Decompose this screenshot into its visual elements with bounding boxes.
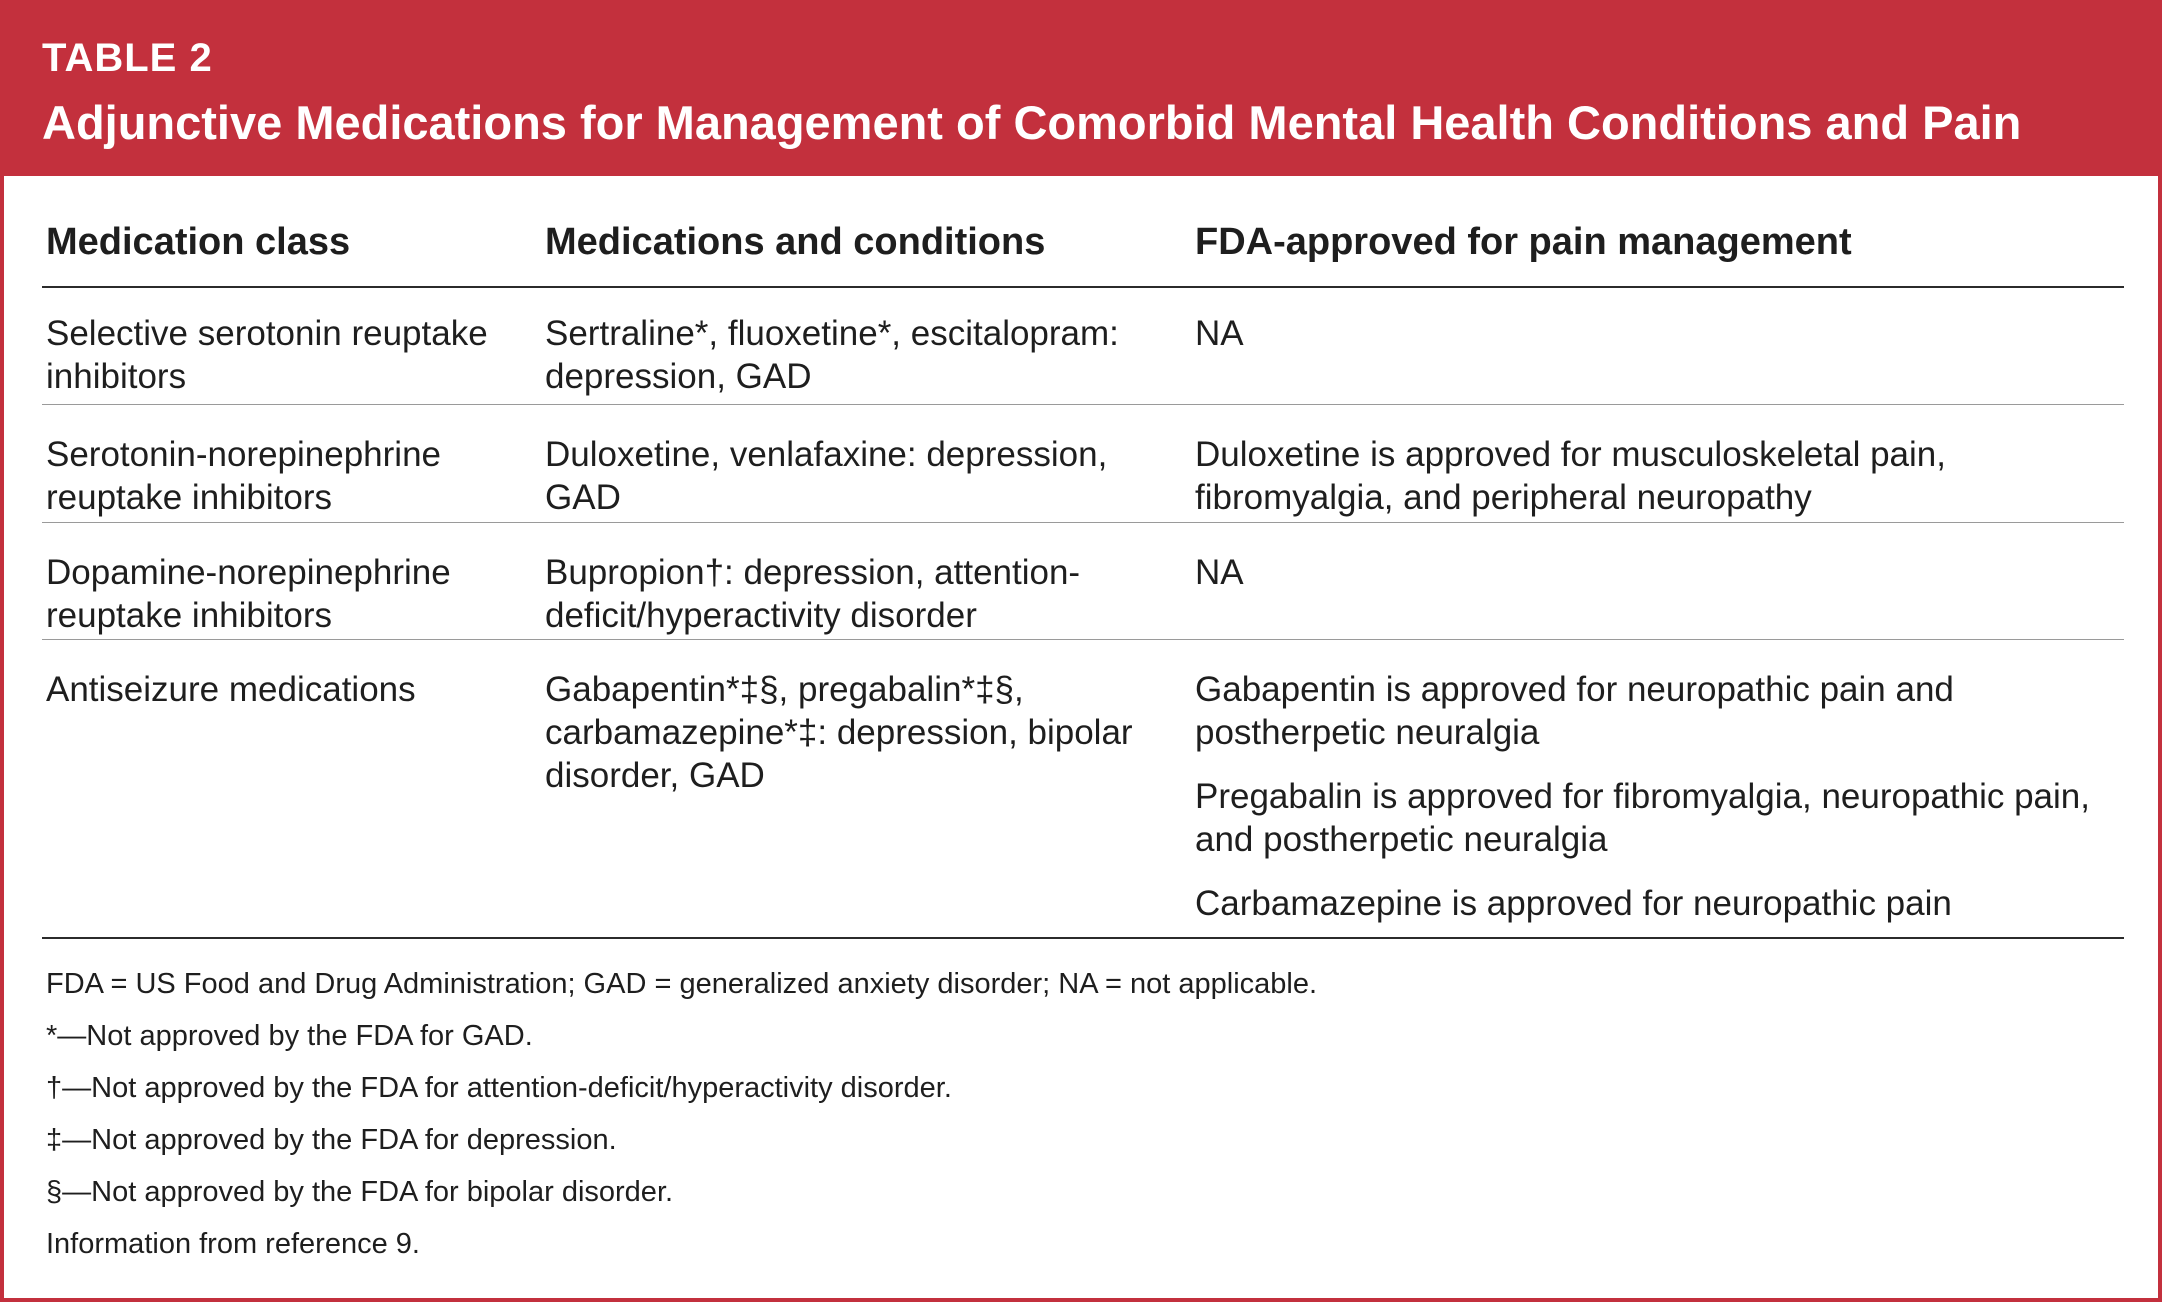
table-row-antiseizure — [42, 640, 2124, 939]
column-header-medication-class: Medication class — [46, 221, 351, 263]
table-title: Adjunctive Medications for Management of Comorbid Mental Health Conditions and Pain — [42, 96, 2022, 149]
table-row-ndri — [42, 523, 2124, 640]
table-label: TABLE 2 — [42, 36, 213, 80]
cell-medication-class: Serotonin-norepinephrine reuptake inhibitors — [46, 435, 441, 517]
fda-approval-note: Pregabalin is approved for fibromyalgia, neuropathic pain, and postherpetic neuralgia — [1195, 777, 2090, 859]
column-header-fda-approved: FDA-approved for pain management — [1195, 221, 1852, 263]
footnote-double-dagger: ‡—Not approved by the FDA for depression. — [46, 1124, 617, 1156]
cell-medication-class: Antiseizure medications — [46, 670, 416, 709]
footnote-section: §—Not approved by the FDA for bipolar disorder. — [46, 1176, 674, 1208]
column-header-medications-and-conditions: Medications and conditions — [545, 221, 1046, 263]
cell-fda-approved — [1195, 551, 2120, 615]
cell-medications-and-conditions: Duloxetine, venlafaxine: depression, GAD — [545, 435, 1108, 517]
table-row-ssri — [42, 288, 2124, 405]
fda-approval-note: NA — [1195, 314, 1244, 353]
cell-fda-approved — [1195, 312, 2120, 376]
table-header-row — [42, 176, 2124, 288]
table-banner — [4, 4, 2158, 176]
table-row-snri — [42, 405, 2124, 523]
footnote-asterisk: *—Not approved by the FDA for GAD. — [46, 1020, 533, 1052]
cell-medication-class: Dopamine-norepinephrine reuptake inhibitors — [46, 553, 451, 635]
cell-medications-and-conditions: Sertraline*, fluoxetine*, escitalopram: depression, GAD — [545, 314, 1119, 396]
table-footnotes — [46, 966, 2106, 1278]
fda-approval-note: Carbamazepine is approved for neuropathic pain — [1195, 884, 1952, 923]
fda-approval-note: NA — [1195, 553, 1244, 592]
fda-approval-note: Duloxetine is approved for musculoskeletal pain, fibromyalgia, and peripheral neuropathy — [1195, 435, 1946, 517]
cell-medications-and-conditions: Bupropion†: depression, attention-deficit/hyperactivity disorder — [545, 553, 1081, 635]
footnote-dagger: †—Not approved by the FDA for attention-deficit/hyperactivity disorder. — [46, 1072, 952, 1104]
cell-medication-class: Selective serotonin reuptake inhibitors — [46, 314, 488, 396]
footnote-abbreviations: FDA = US Food and Drug Administration; GAD = generalized anxiety disorder; NA = not applicable. — [46, 968, 1318, 1000]
cell-fda-approved — [1195, 668, 2120, 946]
cell-medications-and-conditions: Gabapentin*‡§, pregabalin*‡§, carbamazepine*‡: depression, bipolar disorder, GAD — [545, 670, 1133, 795]
footnote-reference: Information from reference 9. — [46, 1228, 420, 1260]
fda-approval-note: Gabapentin is approved for neuropathic pain and postherpetic neuralgia — [1195, 670, 1954, 752]
